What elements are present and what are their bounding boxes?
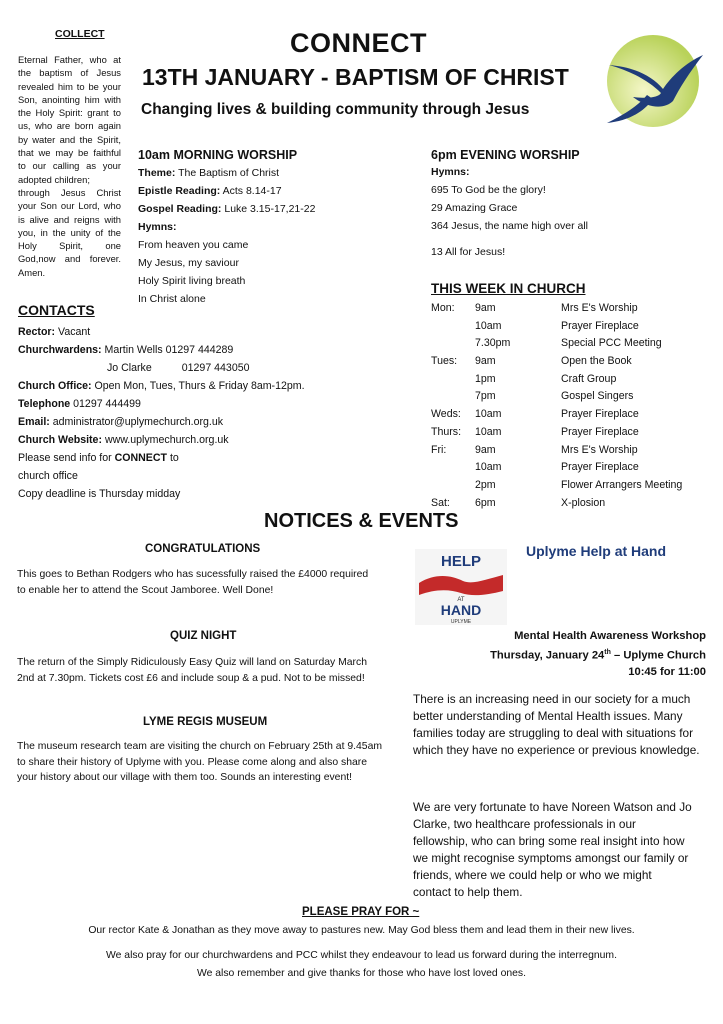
epistle-value: Acts 8.14-17 bbox=[222, 185, 282, 197]
collect-line: adopted children; bbox=[18, 173, 90, 185]
telephone-label: Telephone bbox=[18, 398, 71, 410]
hymn-item: From heaven you came bbox=[138, 239, 249, 251]
hymn-item: Holy Spirit living breath bbox=[138, 275, 246, 287]
hymns-label: Hymns: bbox=[431, 166, 470, 178]
send-info-line2: church office bbox=[18, 470, 78, 482]
schedule-event: Gospel Singers bbox=[561, 390, 634, 403]
help-paragraph-1 bbox=[413, 691, 707, 759]
send-info-connect: CONNECT bbox=[114, 452, 167, 464]
workshop-date bbox=[430, 645, 706, 664]
collect-line: Eternal Father, who at bbox=[18, 54, 121, 65]
collect-line: us, who are born again bbox=[18, 120, 121, 132]
schedule-row bbox=[431, 353, 716, 371]
help-at-hand-title: Uplyme Help at Hand bbox=[526, 543, 667, 559]
museum-text bbox=[17, 739, 397, 786]
schedule-event: Flower Arrangers Meeting bbox=[561, 478, 683, 491]
workshop-date-text: Thursday, January 24 bbox=[490, 649, 605, 662]
schedule-event: Craft Group bbox=[561, 372, 617, 385]
email-label: Email: bbox=[18, 416, 50, 428]
warden-1: Martin Wells 01297 444289 bbox=[104, 344, 234, 356]
hymn-item: 29 Amazing Grace bbox=[431, 202, 518, 214]
schedule-event: Prayer Fireplace bbox=[561, 408, 639, 421]
help-at-hand-logo bbox=[415, 549, 507, 625]
text-line: There is an increasing need in our society for a much bbox=[413, 692, 691, 706]
schedule-event: Prayer Fireplace bbox=[561, 319, 639, 332]
telephone-value: 01297 444499 bbox=[73, 398, 141, 410]
gospel-value: Luke 3.15-17,21-22 bbox=[224, 203, 316, 215]
theme-label: Theme: bbox=[138, 167, 176, 179]
hymn-item: 695 To God be the glory! bbox=[431, 184, 546, 196]
rector-label: Rector: bbox=[18, 326, 56, 338]
schedule-row bbox=[431, 371, 716, 389]
help-logo-small: UPLYME bbox=[450, 619, 472, 625]
collect-text bbox=[18, 53, 121, 279]
schedule-row bbox=[431, 477, 716, 495]
hymns-label: Hymns: bbox=[138, 221, 177, 233]
pray-line-3: We also remember and give thanks for those who have lost loved ones. bbox=[196, 968, 527, 979]
museum-heading: LYME REGIS MUSEUM bbox=[143, 716, 268, 728]
hymn-item: 364 Jesus, the name high over all bbox=[431, 220, 589, 232]
pray-heading: PLEASE PRAY FOR ~ bbox=[302, 906, 420, 918]
collect-line: to our calling as your bbox=[18, 160, 121, 172]
congrats-text bbox=[17, 567, 397, 598]
schedule-event: Mrs E's Worship bbox=[561, 443, 638, 456]
schedule-time: 6pm bbox=[475, 496, 496, 509]
office-hours: Open Mon, Tues, Thurs & Friday 8am-12pm. bbox=[94, 380, 305, 392]
workshop-title: Mental Health Awareness Workshop bbox=[514, 630, 706, 642]
rector-value: Vacant bbox=[58, 326, 91, 338]
schedule-time: 2pm bbox=[475, 478, 496, 491]
workshop-date-place: – Uplyme Church bbox=[610, 649, 706, 662]
schedule-event: Mrs E's Worship bbox=[561, 302, 638, 314]
text-line: This goes to Bethan Rodgers who has sucessfully raised the £4000 required bbox=[17, 569, 369, 580]
collect-line: that we may be faithful bbox=[18, 147, 121, 159]
collect-line: by water and the Spirit, bbox=[18, 133, 121, 145]
quiz-text bbox=[17, 655, 397, 686]
schedule-time: 10am bbox=[475, 461, 502, 474]
schedule-event: Prayer Fireplace bbox=[561, 461, 639, 474]
website-label: Church Website: bbox=[18, 434, 102, 446]
schedule-time: 9am bbox=[475, 355, 496, 368]
workshop-date-sup: th bbox=[604, 648, 611, 656]
text-line: contact to help them. bbox=[413, 885, 523, 899]
text-line: We are very fortunate to have Noreen Watson and Jo bbox=[413, 800, 692, 814]
schedule-row bbox=[431, 424, 716, 442]
schedule-time: 10am bbox=[475, 319, 502, 332]
text-line: to enable her to attend the Scout Jamboree. Well Done! bbox=[17, 584, 274, 596]
week-schedule bbox=[431, 300, 716, 512]
collect-line: Holy Spirit, one bbox=[18, 240, 121, 252]
text-line: The return of the Simply Ridiculously Easy Quiz will land on Saturday March bbox=[17, 657, 367, 668]
schedule-row bbox=[431, 388, 716, 406]
collect-line: Amen. bbox=[18, 266, 46, 278]
schedule-row bbox=[431, 495, 716, 513]
schedule-event: Special PCC Meeting bbox=[561, 337, 662, 350]
evening-worship bbox=[431, 148, 588, 261]
schedule-row bbox=[431, 335, 716, 353]
help-logo-top: HELP bbox=[440, 553, 482, 570]
gospel-label: Gospel Reading: bbox=[138, 203, 222, 215]
workshop-info bbox=[430, 628, 706, 680]
epistle-label: Epistle Reading: bbox=[138, 185, 221, 197]
schedule-day: Tues: bbox=[431, 355, 458, 368]
notices-heading: NOTICES & EVENTS bbox=[264, 510, 459, 532]
schedule-time: 1pm bbox=[475, 372, 496, 385]
collect-heading: COLLECT bbox=[55, 28, 105, 40]
swallow-logo-icon bbox=[593, 33, 706, 129]
schedule-row bbox=[431, 300, 716, 318]
schedule-row bbox=[431, 442, 716, 460]
week-heading: THIS WEEK IN CHURCH bbox=[431, 281, 586, 296]
website-link[interactable]: www.uplymechurch.org.uk bbox=[104, 434, 229, 446]
schedule-day: Fri: bbox=[431, 443, 447, 456]
evening-heading: 6pm EVENING WORSHIP bbox=[431, 148, 580, 162]
help-paragraph-2 bbox=[413, 799, 707, 901]
schedule-day: Thurs: bbox=[431, 425, 462, 438]
help-logo-mid: AT bbox=[457, 597, 465, 603]
page-title: CONNECT bbox=[290, 28, 427, 58]
text-line: friends, where we could help or who we might bbox=[413, 868, 652, 882]
text-line: to share their history of Uplyme with you. Please come along and also share bbox=[17, 756, 367, 768]
text-line: we might recognise symptoms amongst our family or bbox=[413, 851, 689, 865]
hymn-item: In Christ alone bbox=[138, 293, 206, 305]
send-info-text: Please send info for bbox=[18, 452, 112, 464]
schedule-time: 9am bbox=[475, 443, 496, 456]
collect-line: your Son our Lord, who bbox=[18, 200, 121, 212]
schedule-time: 9am bbox=[475, 302, 496, 314]
contacts-block bbox=[18, 323, 305, 503]
schedule-event: X-plosion bbox=[561, 496, 606, 509]
collect-line: God,now and forever. bbox=[18, 253, 121, 265]
collect-line: you, in the unity of the bbox=[18, 226, 121, 238]
schedule-event: Open the Book bbox=[561, 355, 632, 368]
theme-value: The Baptism of Christ bbox=[178, 167, 280, 179]
text-line: fellowship, who can bring some real insight into how bbox=[413, 834, 685, 848]
schedule-time: 7.30pm bbox=[475, 337, 511, 350]
hymn-item: My Jesus, my saviour bbox=[138, 257, 239, 269]
text-line: your history about our village with them too. Sounds an interesting event! bbox=[17, 772, 353, 783]
pray-line-1: Our rector Kate & Jonathan as they move away to pastures new. May God bless them and lead them in their new lives. bbox=[88, 925, 635, 936]
text-line: The museum research team are visiting the church on February 25th at 9.45am bbox=[17, 741, 383, 752]
office-label: Church Office: bbox=[18, 380, 92, 392]
text-line: which they have no experience or previous knowledge. bbox=[413, 743, 700, 757]
congrats-heading: CONGRATULATIONS bbox=[145, 543, 261, 555]
hymn-item: 13 All for Jesus! bbox=[431, 246, 506, 258]
morning-heading: 10am MORNING WORSHIP bbox=[138, 148, 298, 162]
collect-line: through Jesus Christ bbox=[18, 186, 121, 198]
schedule-day: Sat: bbox=[431, 496, 450, 509]
send-info-to: to bbox=[169, 452, 179, 464]
text-line: 2nd at 7.30pm. Tickets cost £6 and include soup & a pud. Not to be missed! bbox=[17, 672, 365, 684]
collect-line: revealed him to be your bbox=[18, 80, 121, 92]
pray-line-2: We also pray for our churchwardens and PCC whilst they endeavour to lead us forward during the interregnum. bbox=[106, 950, 617, 961]
text-line: families today are struggling to deal with situations for bbox=[413, 726, 693, 740]
collect-line: the Holy Spirit: grant to bbox=[18, 107, 121, 119]
schedule-day: Mon: bbox=[431, 302, 455, 314]
help-logo-bottom: HAND bbox=[440, 602, 482, 618]
text-line: better understanding of Mental Health issues. Many bbox=[413, 709, 683, 723]
warden-2-phone: 01297 443050 bbox=[181, 362, 250, 374]
quiz-heading: QUIZ NIGHT bbox=[170, 630, 237, 642]
schedule-event: Prayer Fireplace bbox=[561, 425, 639, 438]
email-link[interactable]: administrator@uplymechurch.org.uk bbox=[52, 416, 224, 428]
schedule-time: 7pm bbox=[475, 390, 496, 403]
copy-deadline: Copy deadline is Thursday midday bbox=[18, 488, 181, 500]
collect-line: the baptism of Jesus bbox=[18, 67, 121, 79]
page-subtitle: 13TH JANUARY - BAPTISM OF CHRIST bbox=[142, 64, 569, 90]
collect-line: Son, anointing him with bbox=[18, 93, 121, 105]
tagline: Changing lives & building community through Jesus bbox=[141, 101, 530, 118]
collect-line: is alive and reigns with bbox=[18, 213, 121, 225]
schedule-row bbox=[431, 318, 716, 336]
text-line: Clarke, two healthcare professionals in our bbox=[413, 817, 636, 831]
workshop-time: 10:45 for 11:00 bbox=[628, 665, 706, 678]
schedule-time: 10am bbox=[475, 425, 502, 438]
wardens-label: Churchwardens: bbox=[18, 344, 102, 356]
schedule-row bbox=[431, 459, 716, 477]
warden-2: Jo Clarke bbox=[107, 362, 152, 374]
schedule-time: 10am bbox=[475, 408, 502, 421]
schedule-row bbox=[431, 406, 716, 424]
schedule-day: Weds: bbox=[431, 408, 461, 421]
morning-worship bbox=[138, 148, 315, 308]
contacts-heading: CONTACTS bbox=[18, 302, 95, 318]
